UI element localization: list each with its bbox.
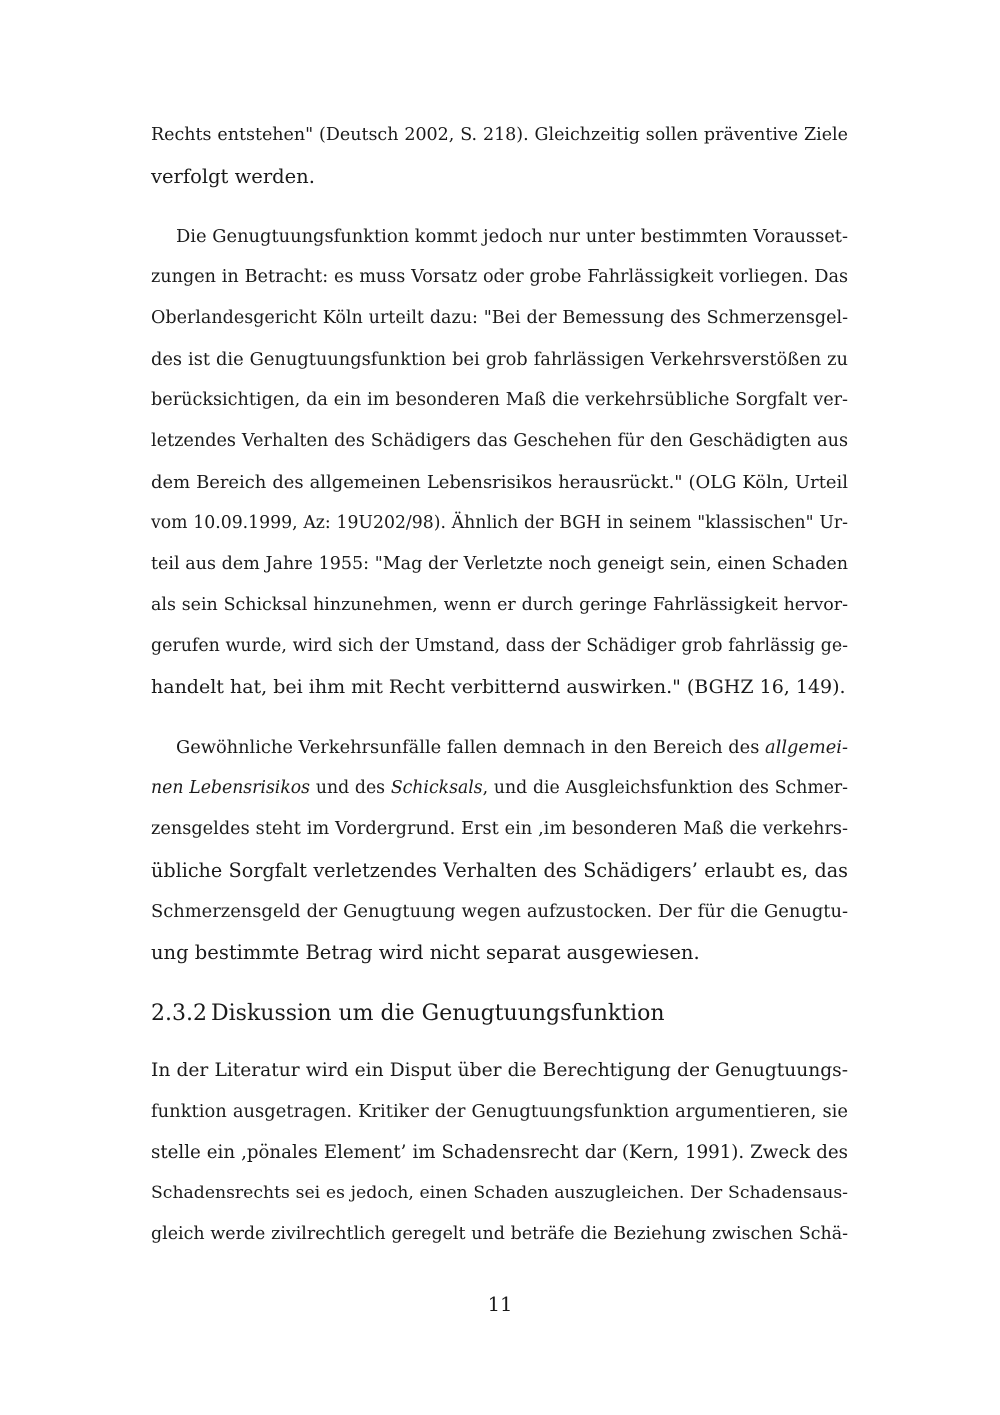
italic-run: allgemei- xyxy=(765,737,848,758)
text-line: zensgeldes steht im Vordergrund. Erst ein ‚im besonderen Maß die verkehrs- xyxy=(151,819,848,839)
heading-gap xyxy=(151,1036,848,1050)
text-line: gerufen wurde, wird sich der Umstand, dass der Schädiger grob fahrlässig ge- xyxy=(151,636,848,656)
italic-run: nen Lebensrisikos xyxy=(151,778,311,798)
text-line: vom 10.09.1999, Az: 19U202/98). Ähnlich der BGH in seinem "klassischen" Ur- xyxy=(151,513,848,533)
document-body xyxy=(151,115,848,1255)
text-line: des ist die Genugtuungsfunktion bei grob fahrlässigen Verkehrsverstößen zu xyxy=(151,349,848,370)
text-line: dem Bereich des allgemeinen Lebensrisikos herausrückt." (OLG Köln, Urteil xyxy=(151,472,848,493)
text-line: Schmerzensgeld der Genugtuung wegen aufzustocken. Der für die Genugtu- xyxy=(151,901,848,922)
text-line: teil aus dem Jahre 1955: "Mag der Verletzte noch geneigt sein, einen Schaden xyxy=(151,554,848,574)
paragraph-2 xyxy=(151,216,848,708)
text-line: Schadensrechts sei es jedoch, einen Schaden auszugleichen. Der Schadensaus- xyxy=(151,1183,848,1203)
text-line: übliche Sorgfalt verletzendes Verhalten des Schädigers’ erlaubt es, das xyxy=(151,859,848,882)
text-line: verfolgt werden. xyxy=(151,165,315,188)
text-line: handelt hat, bei ihm mit Recht verbitternd auswirken." (BGHZ 16, 149). xyxy=(151,676,846,698)
text-line: In der Literatur wird ein Disput über die Berechtigung der Genugtuungs- xyxy=(151,1060,848,1081)
paragraph-gap xyxy=(151,708,848,727)
text-line: ung bestimmte Betrag wird nicht separat ausgewiesen. xyxy=(151,941,700,964)
paragraph-1 xyxy=(151,115,848,197)
page-number: 11 xyxy=(487,1293,513,1316)
text-line: Oberlandesgericht Köln urteilt dazu: "Bei der Bemessung des Schmerzensgel- xyxy=(151,308,848,328)
paragraph-gap xyxy=(151,197,848,216)
text-line: zungen in Betracht: es muss Vorsatz oder grobe Fahrlässigkeit vorliegen. Das xyxy=(151,267,848,287)
text-line xyxy=(151,768,848,809)
text-line xyxy=(151,727,848,768)
section-gap xyxy=(151,973,848,992)
text-line: Die Genugtuungsfunktion kommt jedoch nur unter bestimmten Vorausset- xyxy=(176,226,848,247)
paragraph-3 xyxy=(151,727,848,973)
text-run: und des xyxy=(310,778,391,798)
section-number: 2.3.2 xyxy=(151,1001,207,1026)
text-line: letzendes Verhalten des Schädigers das Geschehen für den Geschädigten aus xyxy=(151,431,848,451)
text-line: Rechts entstehen" (Deutsch 2002, S. 218). Gleichzeitig sollen präventive Ziele xyxy=(151,125,848,145)
italic-run: Schicksals xyxy=(390,778,483,798)
paragraph-4 xyxy=(151,1050,848,1255)
text-line: gleich werde zivilrechtlich geregelt und beträfe die Beziehung zwischen Schä- xyxy=(151,1224,848,1244)
text-run: , und die Ausgleichsfunktion des Schmer- xyxy=(482,778,848,798)
text-line: stelle ein ‚pönales Element’ im Schadensrecht dar (Kern, 1991). Zweck des xyxy=(151,1142,848,1163)
section-heading xyxy=(151,992,848,1036)
text-line: als sein Schicksal hinzunehmen, wenn er durch geringe Fahrlässigkeit hervor- xyxy=(151,595,848,615)
text-line: berücksichtigen, da ein im besonderen Maß die verkehrsübliche Sorgfalt ver- xyxy=(151,390,848,410)
text-line: funktion ausgetragen. Kritiker der Genugtuungsfunktion argumentieren, sie xyxy=(151,1101,848,1122)
section-title: Diskussion um die Genugtuungsfunktion xyxy=(211,1001,665,1026)
text-run: Gewöhnliche Verkehrsunfälle fallen demnach in den Bereich des xyxy=(176,737,766,758)
